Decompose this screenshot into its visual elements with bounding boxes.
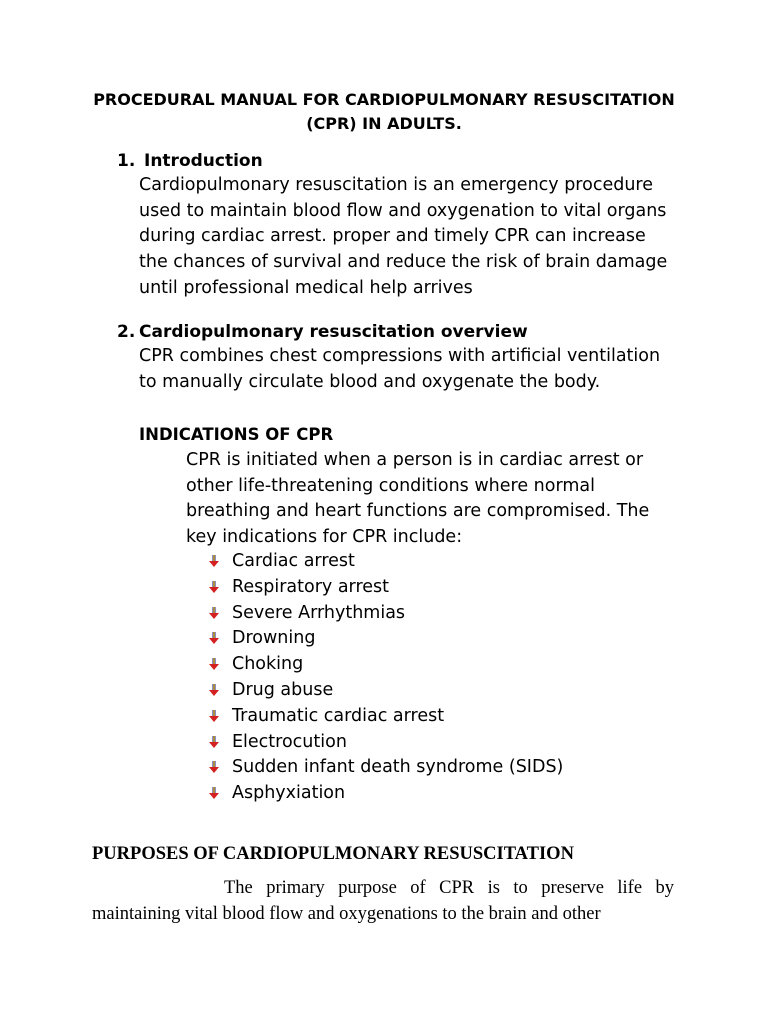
indication-item bbox=[208, 549, 563, 575]
indication-item bbox=[208, 575, 563, 601]
indication-label: Cardiac arrest bbox=[232, 551, 355, 571]
indications-heading: INDICATIONS OF CPR bbox=[139, 425, 334, 444]
indication-item bbox=[208, 678, 563, 704]
down-arrow-bullet-icon bbox=[208, 736, 220, 748]
indication-label: Respiratory arrest bbox=[232, 576, 389, 597]
down-arrow-bullet-icon bbox=[208, 787, 220, 799]
section-1-heading: Introduction bbox=[144, 151, 263, 171]
down-arrow-bullet-icon bbox=[208, 761, 220, 773]
document-title: PROCEDURAL MANUAL FOR CARDIOPULMONARY RESUSCITATION (CPR) IN ADULTS. bbox=[93, 90, 675, 133]
indication-item bbox=[208, 730, 563, 756]
indications-list bbox=[208, 549, 563, 807]
section-1-body: Cardiopulmonary resuscitation is an emergency procedure used to maintain blood flow and oxygenation to vital organs during cardiac arrest. proper and timely CPR can increase the chances of survival and reduce the risk of brain damage until professional medical help arrives bbox=[139, 175, 668, 298]
indication-label: Severe Arrhythmias bbox=[232, 602, 406, 623]
purposes-heading: PURPOSES OF CARDIOPULMONARY RESUSCITATION bbox=[92, 844, 574, 864]
indication-item bbox=[208, 704, 563, 730]
down-arrow-bullet-icon bbox=[208, 658, 220, 670]
indications-intro: CPR is initiated when a person is in cardiac arrest or other life-threatening conditions where normal breathing and heart functions are compromised. The key indications for CPR include: bbox=[186, 450, 650, 548]
down-arrow-bullet-icon bbox=[208, 684, 220, 696]
down-arrow-bullet-icon bbox=[208, 632, 220, 644]
section-1-number: 1. bbox=[117, 151, 136, 171]
indication-label: Asphyxiation bbox=[232, 783, 346, 804]
section-2-body: CPR combines chest compressions with artificial ventilation to manually circulate blood and oxygenate the body. bbox=[139, 346, 661, 392]
indication-label: Choking bbox=[232, 654, 304, 675]
indication-label: Traumatic cardiac arrest bbox=[232, 705, 445, 726]
indication-item bbox=[208, 755, 563, 781]
indication-item bbox=[208, 626, 563, 652]
indication-label: Drowning bbox=[232, 628, 316, 649]
purposes-body: The primary purpose of CPR is to preserve life by maintaining vital blood flow and oxygenations to the brain and other bbox=[92, 878, 674, 924]
indication-label: Sudden infant death syndrome (SIDS) bbox=[232, 757, 564, 778]
indication-label: Drug abuse bbox=[232, 679, 334, 700]
down-arrow-bullet-icon bbox=[208, 607, 220, 619]
down-arrow-bullet-icon bbox=[208, 710, 220, 722]
section-2-heading: Cardiopulmonary resuscitation overview bbox=[139, 322, 528, 342]
indication-item bbox=[208, 601, 563, 627]
section-2-number: 2. bbox=[117, 322, 136, 342]
indication-item bbox=[208, 781, 563, 807]
down-arrow-bullet-icon bbox=[208, 581, 220, 593]
down-arrow-bullet-icon bbox=[208, 555, 220, 567]
indication-item bbox=[208, 652, 563, 678]
indication-label: Electrocution bbox=[232, 731, 347, 752]
